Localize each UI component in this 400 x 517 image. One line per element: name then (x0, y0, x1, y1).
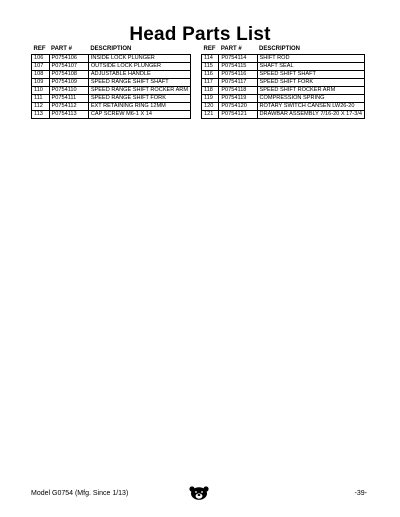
ref-cell: 112 (32, 103, 50, 111)
description-cell: SPEED RANGE SHIFT SHAFT (88, 79, 190, 87)
part-number-column-header: PART # (220, 46, 242, 52)
table-row (202, 103, 365, 111)
description-cell: SHAFT SEAL (257, 63, 365, 71)
description-cell: DRAWBAR ASSEMBLY 7/16-20 X 17-3/4 (257, 111, 365, 119)
ref-cell: 106 (32, 55, 50, 63)
description-cell: INSIDE LOCK PLUNGER (88, 55, 190, 63)
table-header-row (32, 46, 191, 55)
part-number-cell: P0754114 (219, 55, 257, 63)
part-number-cell: P0754115 (219, 63, 257, 71)
ref-cell: 110 (32, 87, 50, 95)
description-cell: ROTARY SWITCH CANSEN LW26-20 (257, 103, 365, 111)
part-number-cell: P0754119 (219, 95, 257, 103)
table-row (32, 111, 191, 119)
table-row (202, 87, 365, 95)
page-title: Head Parts List (129, 24, 271, 45)
ref-cell: 117 (202, 79, 219, 87)
description-cell: SPEED RANGE SHIFT FORK (88, 95, 190, 103)
description-cell: SHIFT ROD (257, 55, 365, 63)
description-cell: ADJUSTABLE HANDLE (88, 71, 190, 79)
description-column-header: DESCRIPTION (259, 46, 301, 52)
description-cell: OUTSIDE LOCK PLUNGER (88, 63, 190, 71)
description-cell: SPEED SHIFT FORK (257, 79, 365, 87)
part-number-cell: P0754107 (49, 63, 88, 71)
part-number-cell: P0754106 (49, 55, 88, 63)
bear-head-logo-icon (188, 486, 210, 500)
parts-table-left (31, 46, 191, 119)
description-column-header: DESCRIPTION (90, 46, 132, 52)
ref-column-header: REF (33, 46, 46, 52)
part-number-cell: P0754110 (49, 87, 88, 95)
page-number: -39- (354, 490, 367, 497)
part-number-cell: P0754111 (49, 95, 88, 103)
ref-cell: 107 (32, 63, 50, 71)
part-number-cell: P0754117 (219, 79, 257, 87)
ref-column-header: REF (203, 46, 216, 52)
ref-cell: 109 (32, 79, 50, 87)
table-row (202, 71, 365, 79)
description-cell: SPEED RANGE SHIFT ROCKER ARM (88, 87, 190, 95)
ref-cell: 108 (32, 71, 50, 79)
parts-table-right (201, 46, 365, 119)
table-header-row (202, 46, 365, 55)
description-cell: EXT RETAINING RING 12MM (88, 103, 190, 111)
description-cell: SPEED SHIFT ROCKER ARM (257, 87, 365, 95)
model-footer: Model G0754 (Mfg. Since 1/13) (31, 490, 129, 497)
ref-cell: 121 (202, 111, 219, 119)
table-row (32, 87, 191, 95)
ref-cell: 113 (32, 111, 50, 119)
table-row (202, 111, 365, 119)
ref-cell: 119 (202, 95, 219, 103)
table-row (32, 63, 191, 71)
ref-cell: 114 (202, 55, 219, 63)
part-number-cell: P0754121 (219, 111, 257, 119)
ref-cell: 116 (202, 71, 219, 79)
table-row (32, 55, 191, 63)
table-row (32, 79, 191, 87)
part-number-cell: P0754116 (219, 71, 257, 79)
ref-cell: 120 (202, 103, 219, 111)
ref-cell: 111 (32, 95, 50, 103)
table-row (202, 63, 365, 71)
ref-cell: 115 (202, 63, 219, 71)
ref-cell: 118 (202, 87, 219, 95)
part-number-cell: P0754108 (49, 71, 88, 79)
table-row (32, 103, 191, 111)
part-number-cell: P0754113 (49, 111, 88, 119)
table-row (32, 95, 191, 103)
table-row (202, 95, 365, 103)
part-number-cell: P0754109 (49, 79, 88, 87)
table-row (202, 55, 365, 63)
table-row (32, 71, 191, 79)
part-number-cell: P0754118 (219, 87, 257, 95)
description-cell: SPEED SHIFT SHAFT (257, 71, 365, 79)
part-number-cell: P0754120 (219, 103, 257, 111)
table-row (202, 79, 365, 87)
description-cell: COMPRESSION SPRING (257, 95, 365, 103)
part-number-cell: P0754112 (49, 103, 88, 111)
part-number-column-header: PART # (51, 46, 72, 52)
description-cell: CAP SCREW M6-1 X 14 (88, 111, 190, 119)
